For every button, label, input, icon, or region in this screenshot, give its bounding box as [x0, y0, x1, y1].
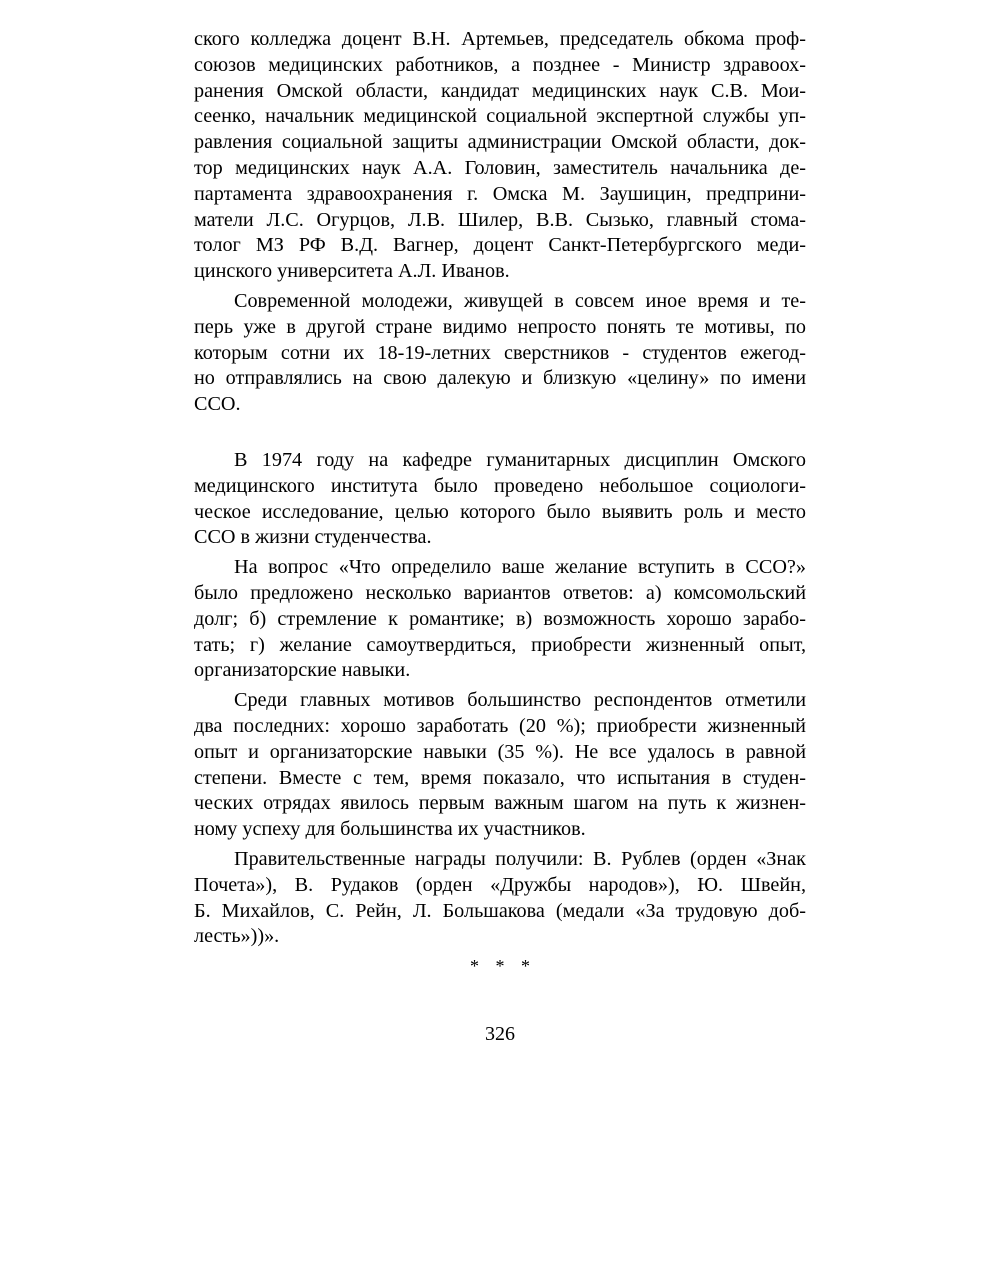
page-number: 326: [485, 1022, 515, 1045]
document-page: [194, 27, 806, 1048]
text-line: партамента здравоохранения г. Омска М. Заушицин, предприни-: [194, 182, 806, 205]
text-line: опыт и организаторские навыки (35 %). Не все удалось в равной: [194, 740, 806, 763]
text-line: но отправлялись на свою далекую и близкую «целину» по имени: [194, 367, 806, 390]
text-line: ССО.: [194, 393, 241, 416]
text-line: которым сотни их 18-19-летних сверстников - студентов ежегод-: [194, 341, 806, 364]
text-line: сеенко, начальник медицинской социальной экспертной службы уп-: [194, 105, 806, 128]
text-line: В 1974 году на кафедре гуманитарных дисциплин Омского: [234, 448, 806, 471]
text-line: союзов медицинских работников, а позднее - Министр здравоох-: [194, 53, 806, 76]
text-line: было предложено несколько вариантов ответов: а) комсомольский: [194, 581, 806, 604]
section-separator: * * *: [470, 956, 536, 977]
text-line: ческое исследование, целью которого было выявить роль и место: [194, 500, 806, 523]
text-line: Среди главных мотивов большинство респондентов отметили: [234, 689, 806, 712]
text-line: ному успеху для большинства их участников.: [194, 818, 586, 841]
text-line: степени. Вместе с тем, время показало, что испытания в студен-: [194, 766, 806, 789]
text-line: ческих отрядах явилось первым важным шагом на путь к жизнен-: [194, 792, 806, 815]
paragraph-5: [194, 688, 806, 843]
text-line: организаторские навыки.: [194, 659, 411, 682]
text-line: медицинского института было проведено небольшое социологи-: [194, 474, 806, 497]
paragraph-6: [194, 847, 806, 950]
text-line: толог МЗ РФ В.Д. Вагнер, доцент Санкт-Петербургского меди-: [194, 234, 806, 257]
text-line: лесть»))».: [194, 925, 280, 948]
text-line: На вопрос «Что определило ваше желание вступить в ССО?»: [234, 556, 806, 579]
text-line: два последних: хорошо заработать (20 %); приобрести жизненный: [194, 714, 806, 737]
text-line: ского колледжа доцент В.Н. Артемьев, председатель обкома проф-: [194, 28, 806, 50]
text-line: Правительственные награды получили: В. Рублев (орден «Знак: [234, 847, 806, 870]
paragraph-4: [194, 555, 806, 684]
text-line: ранения Омской области, кандидат медицинских наук С.В. Мои-: [194, 79, 806, 102]
text-line: матели Л.С. Огурцов, Л.В. Шилер, В.В. Сызько, главный стома-: [194, 208, 806, 231]
text-line: перь уже в другой стране видимо непросто понять те мотивы, по: [194, 315, 806, 338]
text-line: Б. Михайлов, С. Рейн, Л. Большакова (медали «За трудовую доб-: [194, 899, 806, 922]
text-line: Современной молодежи, живущей в совсем иное время и те-: [234, 289, 806, 312]
text-line: цинского университета А.Л. Иванов.: [194, 260, 510, 283]
paragraph-3: [194, 448, 806, 551]
paragraph-2: [194, 289, 806, 418]
text-line: ССО в жизни студенчества.: [194, 526, 432, 549]
text-line: тать; г) желание самоутвердиться, приобрести жизненный опыт,: [194, 633, 806, 656]
text-line: долг; б) стремление к романтике; в) возможность хорошо зарабо-: [194, 607, 806, 630]
text-line: Почета»), В. Рудаков (орден «Дружбы народов»), Ю. Швейн,: [194, 873, 806, 896]
paragraph-1: [194, 27, 806, 285]
text-line: равления социальной защиты администрации Омской области, док-: [194, 131, 806, 154]
text-line: тор медицинских наук А.А. Головин, заместитель начальника де-: [194, 156, 806, 179]
